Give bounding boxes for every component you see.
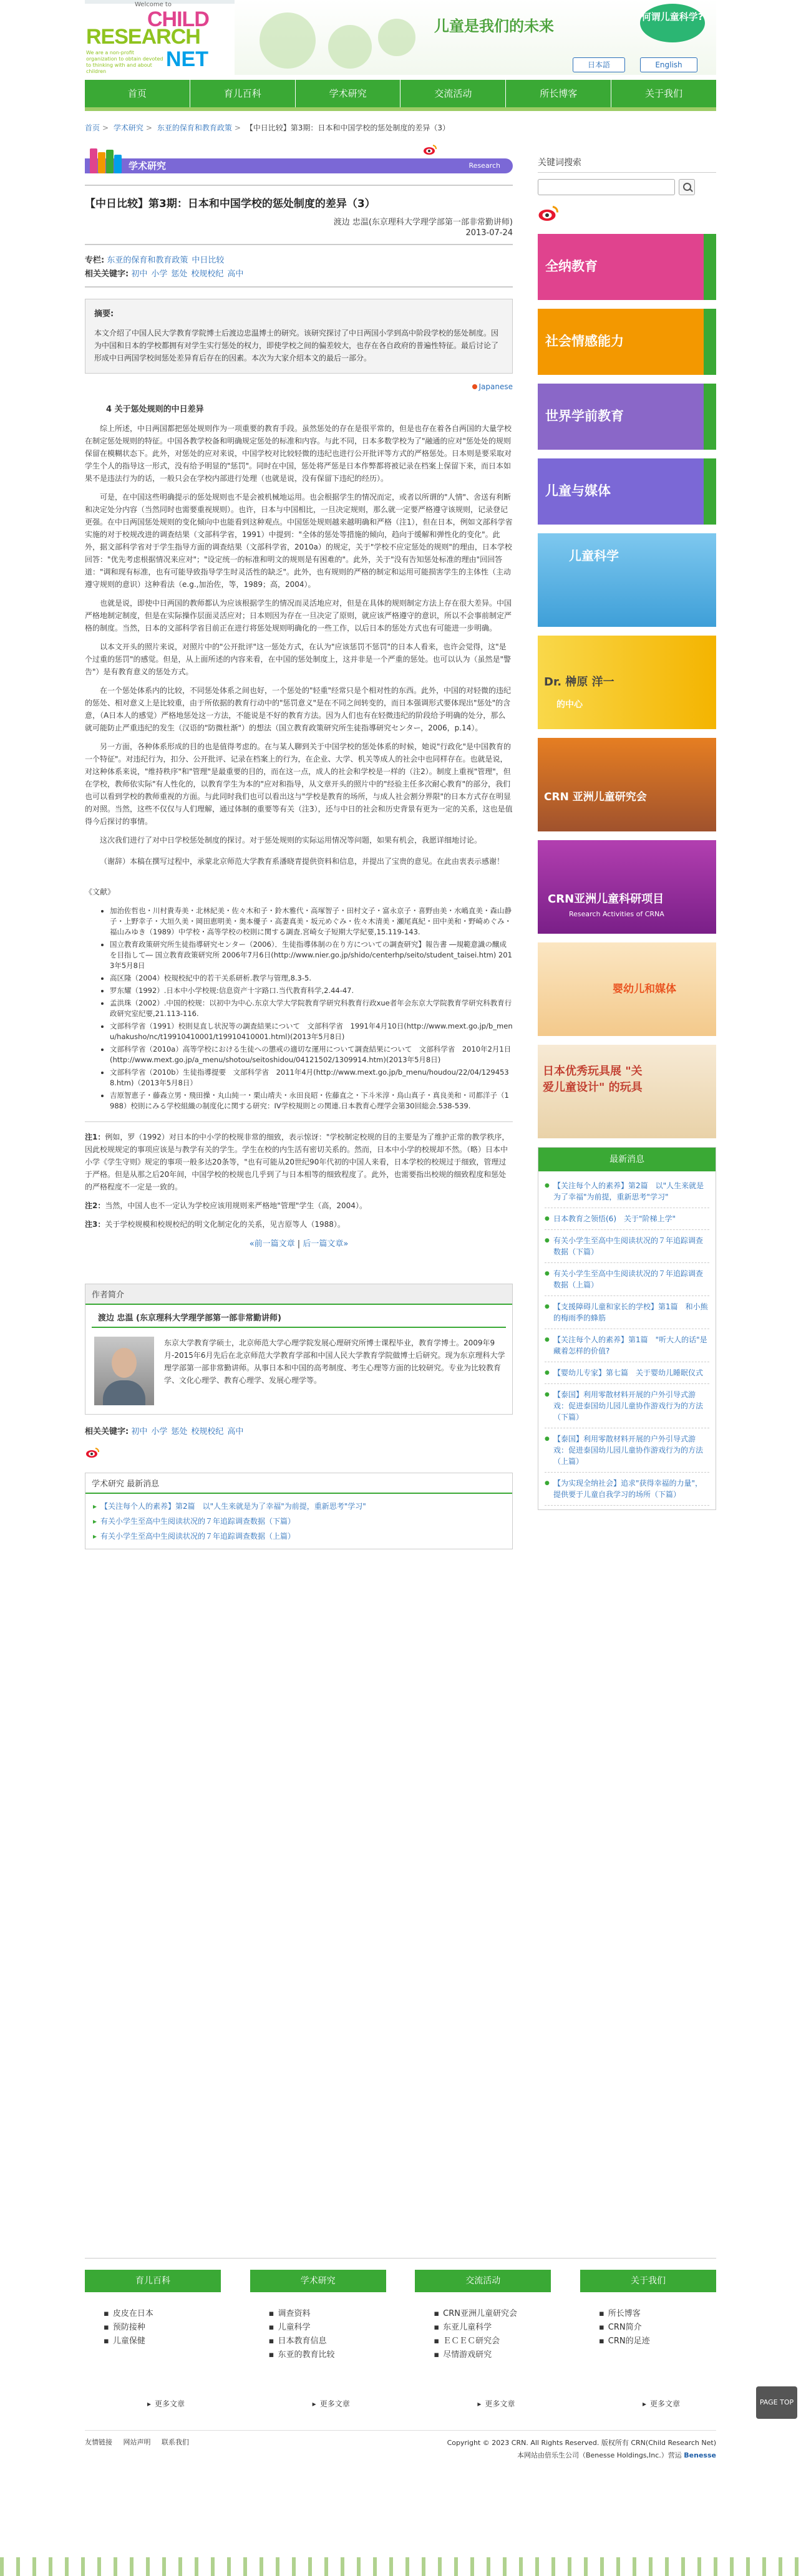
article-body <box>85 404 513 846</box>
what-is-child-science-bubble[interactable]: 何谓儿童科学? <box>640 4 705 42</box>
author-avatar <box>94 1337 154 1405</box>
banner-child-science[interactable] <box>538 533 716 627</box>
news-item[interactable]: ● 有关小学生至高中生阅读状况的７年追踪调查数据（上篇） <box>545 1263 709 1296</box>
footer-column-title[interactable]: 关于我们 <box>580 2270 716 2292</box>
friend-links[interactable]: 友情链接 <box>85 2438 112 2446</box>
category-label: 世界学前教育 <box>545 409 624 424</box>
category-world-preschool[interactable] <box>538 384 716 450</box>
reference-item: • 国立教育政策研究所生徒指導研究センター（2006）．生徒指導体制の在り方についての調査研究】報告書 ―規範意識の醸成を目指して― 国立教育政策研究所 2006年7月6日(http://www.nier.go.jp/shido/centerhp/seito/student_taisei.htm) 2013年5月8日 <box>110 939 513 971</box>
category-social-emotional[interactable] <box>538 309 716 375</box>
logo-welcome: Welcome to <box>135 1 172 8</box>
banner-label: 儿童科学 <box>569 548 619 563</box>
footnote <box>85 1131 513 1193</box>
keyword-label: 相关关键字: <box>85 269 129 279</box>
banner-slogan: 儿童是我们的未来 <box>434 17 554 35</box>
logo-net-text: NET <box>166 47 208 71</box>
search-button[interactable] <box>679 179 695 195</box>
abstract-title: 摘要: <box>94 309 114 319</box>
related-keywords <box>85 1425 513 1436</box>
author-box <box>85 1284 513 1415</box>
footer-link[interactable]: ▪ 东亚的教育比较 <box>269 2348 386 2362</box>
reference-item: • 高区隆（2004）校規校紀中的若干关系研析.教学与管理,8.3-5. <box>110 973 513 984</box>
footnote-text: 当然，中国人也不一定认为学校应该用规则来严格地"管理"学生（高，2004）。 <box>105 1201 367 1210</box>
footnote-label: 注1： <box>85 1133 105 1141</box>
footer-column-events <box>415 2270 551 2409</box>
body-paragraph: 可是，在中国这些明确提示的惩处规则也不是会被机械地运用。也会根据学生的情况而定，或者以所谓的"人情"、舍送有利断和决定处分内容（当然同时也需要重视规则）。也许，日本与中国相比，一旦决定规则，那么就一定要严格遵守该规则，记录登记更强。在中日两国惩处规则的变化倾向中也能看到这种观点。中国惩处规则越来越明确和严格（注1），但在日本，例如文部科学省实施的对于校规改进的调查结果（文部科学省，1991）中提到："全体的惩处等措施的倾向，趋向于缓解和弹性化的变化"。此外，据文部科学省对于学生指导方面的调查结果（文部科学省，2010a）的规定，关于"学校不应定惩处的规则"的理由，日本学校回答："优先考虑根据情况来应对"；"设定统一的标准和明文的规则是有困难的"。此外，关于"没有告知惩处标准的理由"回回答道："调和现有标准，也有可能导致指导学生时灵活性的缺乏"。此外，也有规则的严格的制定和运用可能损害学生的主体性（主动遵守规则的意识）这种看法（e.g.,加治佐，等，1989；高，2004）。 <box>85 493 513 589</box>
acknowledgement: （谢辞）本稿在撰写过程中，承蒙北京师范大学教育系潘晓青提供资料和信息，并提出了宝贵的意见。在此由衷表示感谢！ <box>100 857 505 866</box>
news-item[interactable]: ● 日本教育之领悟(6) 关于"阶梯上学" <box>545 1208 709 1230</box>
abstract-text: 本文介绍了中国人民大学教育学院博士后渡边忠温博士的研究。该研究探讨了中日两国小学到高中阶段学校的惩处制度。因为中国和日本的学校都拥有对学生实行惩处的权力，即使学校之间的偏差较大，也存在各自政府的普遍性特征。最后讨论了形成中日两国学校间惩处差异育后存在的因素。本次为大家介绍本文的最后一部分。 <box>94 329 499 362</box>
footnote-text: 例如，罗（1992）对日本的中小学的校规非常的细致，表示惊讶："学校制定校规的目的主要是为了维护正常的教学秩序，因此校规规定的事项应该是与教学有关的学生。学生在校的内生活有密切关系的。然而，日本中小学的校规却不然。（略）日本中小学《学生守则》规定的事项一般多达20条等，"也有可能从20世纪90年代初的中国人来看，日本学校的校规过于细致，管理过于严格。但是从那之后20年间，中国学校的校规也几乎到了与日本相等的细致程度了。此外，也需要指出校规的细致程度和惩处的严格程度不一定是一致的。 <box>85 1133 510 1191</box>
footer-column-research <box>250 2270 386 2409</box>
research-latest-box <box>85 1473 513 1549</box>
article-pagination: «前一篇文章 | 后一篇文章» <box>249 1239 349 1249</box>
copyright-text: Copyright © 2023 CRN. All Rights Reserved. 版权所有 CRN(Child Research Net) <box>447 2439 716 2447</box>
books-icon <box>90 148 124 173</box>
footer-link[interactable]: ▪ 儿童保健 <box>104 2335 221 2348</box>
body-paragraph: 另一方面，各种体系形成的目的也是值得考虑的。在与某人聊到关于中国学校的惩处体系的时候，她说"行政化"是中国教育的一个特征"。对违纪行为，扣分、公开批评、记录在档案上的行为，在企业、大学、机关等成人的社会中也同样存在。也就是说，对这种体系来说，"维持秩序"和"管理"是最重要的目的，而在这一点，成人的社会和学校是一样的（注2）。制度上重视"管理"，但在学校，教师依实际"有人性化的，以教育学生为本的"应对和指导，从文章开头的照片中的"经验主任多次耐心教育"的部分，我们也可以看到学校的教师重视的方面。与此同时我们也可以看出这与"学校是教育的场所，与成人社会割分界限"的日本方式存在明显的对照。当然，这些不仅仅与人们理解，通过体制的重要等有关（注3），还与中日的社会和历史背景有更为一定的关系，这也是值得今后探讨的事情。 <box>85 742 513 826</box>
article-date: 2013-07-24 <box>85 228 513 245</box>
article-author: 渡边 忠温(东京理科大学理学部第一部非常勤讲师) <box>333 218 513 227</box>
footer-column-about <box>580 2270 716 2409</box>
research-latest-title: 学术研究 最新消息 <box>85 1473 512 1494</box>
news-item[interactable]: ● 有关小学生至高中生阅读状况的７年追踪调查数据（下篇） <box>545 1230 709 1263</box>
reference-item: • 孟洪珠（2002）.中国的校规：以初中为中心.东京大学大学院教育学研究科教育行政xue者年会东京大学院教育学研究科教育行政研究室纪要,21.113-116. <box>110 998 513 1019</box>
topic-link[interactable]: 东亚的保育和教育政策 <box>107 256 188 265</box>
references-list <box>85 906 513 1111</box>
author-name: 渡边 忠温 (东京理科大学理学部第一部非常勤讲师) <box>92 1305 506 1328</box>
weibo-icon[interactable] <box>85 1446 101 1459</box>
topic-link[interactable]: 中日比较 <box>192 256 225 265</box>
banner-label: CRN 亚洲儿童研究会 <box>544 791 647 803</box>
nav-blog[interactable]: 所长博客 <box>506 80 611 107</box>
author-box-title: 作者简介 <box>85 1284 512 1305</box>
reference-item: • 文部科学省（2010b）生徒指導提要 文部科学省 2011年4月(http://www.mext.go.jp/b_menu/houdou/22/04/1294538.htm)（2013年5月8日） <box>110 1067 513 1088</box>
page-top-button[interactable]: PAGE TOP <box>756 2386 797 2419</box>
footer-bottom-links <box>85 2437 198 2462</box>
footnotes <box>85 1121 513 1231</box>
body-paragraph: 以本文开头的照片来说，对照片中的"公开批评"这一惩处方式，在认为"应该惩罚不惩罚"的日本人看来，也许会觉得，这"是个过重的惩罚"的感觉。但是，从上面所述的内容来看，在中国的惩处制度上，这并非是一个严重的惩处。也可以认为（虽然是"警告"）是有教育意义的惩处方式。 <box>85 642 512 676</box>
keyword-link[interactable]: 初中 <box>131 269 148 279</box>
reference-item: • 罗东耀（1992）.日本中小学校规:信息资产十字路口.当代教育科学,2.44-47. <box>110 985 513 996</box>
operator-text: 本网站由倍乐生公司（Benesse Holdings,Inc.）营运 <box>517 2451 682 2459</box>
topic-label: 专栏: <box>85 256 105 265</box>
author-bio: 东京大学教育学硕士，北京师范大学心理学院发展心理研究所博士课程毕业，教育学博士。2009年9月-2015年6月先后在北京师范大学教育学部和中国人民大学教育学院做博士后研究。现为东京理科大学理学部第一部非常勤讲师。从事日本和中国的高考制度、考生心理等方面的比较研究。专业为比较教育学、文化心理学、教育心理学、发展心理学等。 <box>164 1339 505 1385</box>
body-paragraph: 这次我们进行了对中日学校惩处制度的探讨。对于惩处规则的实际运用情况等问题，如果有机会，我愿详细地讨论。 <box>100 836 482 845</box>
footer-link[interactable]: ▪ 预防接种 <box>104 2321 221 2335</box>
article-title: 【中日比较】第3期：日本和中国学校的惩处制度的差异（3） <box>85 185 513 210</box>
body-paragraph: 综上所述，中日两国都把惩处规则作为一项重要的教育手段。虽然惩处的存在是很平常的，但是也存在着各自两国的大量学校在制定惩处规则的特征。中国各教学校备和明确规定惩处的标准和内容。与此不同，日本多数学校为了"融通的应对"惩处处的规则保留在模糊状态下。此外，对惩处的应对来说，中国学校对比较轻微的违纪也进行公开批评等方式的严格惩处。日本则是要采取对学生个人的指导这一形式，没有给予明显的"惩罚"。同时在中国，惩处将严惩是日本作弊都将被记录在档案上保留下来，而日本如果不是违法行为的话，一般只会在学校内部进行处理（也就是说，没有保留下违纪的经历）。 <box>85 424 512 483</box>
footnote <box>85 1218 513 1231</box>
footer-link[interactable]: ▪ 所长博客 <box>599 2307 716 2321</box>
footnote <box>85 1199 513 1212</box>
breadcrumb-current: 【中日比较】第3期：日本和中国学校的惩处制度的差异（3） <box>245 123 450 132</box>
category-label: 全纳教育 <box>545 259 598 274</box>
footer-grass-decoration <box>0 2557 801 2576</box>
footnote-text: 关于学校规模和校规校纪的明文化制定化的关系，见吉原等人（1988）。 <box>105 1220 345 1229</box>
keyword-link[interactable]: 小学 <box>151 269 168 279</box>
banner-crn-asia[interactable] <box>538 738 716 831</box>
copyright <box>447 2437 716 2462</box>
breadcrumb-topic[interactable]: 东亚的保育和教育政策 <box>157 123 232 132</box>
news-item[interactable]: ● 【关注每个人的素养】第2篇 以"人生来就是为了幸福"为前提，重新思考"学习" <box>545 1175 709 1208</box>
keyword-link[interactable]: 惩处 <box>171 1427 188 1436</box>
footer-link[interactable]: ▪ 儿童科学 <box>269 2321 386 2335</box>
banner-sublabel: Research Activities of CRNA <box>569 910 664 918</box>
nav-home[interactable]: 首页 <box>85 80 190 107</box>
contact-link[interactable]: 联系我们 <box>162 2438 189 2446</box>
banner-sublabel: 的中心 <box>556 700 583 710</box>
category-label: 社会情感能力 <box>545 334 624 349</box>
breadcrumb-home[interactable]: 首页 <box>85 123 100 132</box>
banner-crn-asia-project[interactable] <box>538 840 716 934</box>
section-title: 学术研究 <box>129 160 167 172</box>
article-meta <box>85 254 513 288</box>
site-footer <box>0 2258 801 2462</box>
footer-link[interactable]: ▪ 尽情游戏研究 <box>434 2348 551 2362</box>
sidebar <box>538 156 716 1510</box>
references-title: 《文献》 <box>85 888 115 896</box>
keyword-link[interactable]: 高中 <box>227 269 244 279</box>
keyword-link[interactable]: 校规校纪 <box>191 269 224 279</box>
news-item[interactable]: ● 【为实现全纳社会】追求"获得幸福的力量"，提供要于儿童自我学习的场所（下篇） <box>545 1473 709 1506</box>
nav-events[interactable]: 交流活动 <box>400 80 506 107</box>
abstract-box <box>85 299 513 374</box>
category-label: 儿童与媒体 <box>545 483 611 498</box>
content-area <box>85 0 716 2576</box>
logo-tagline: We are a non-profit organization to obtain devoted to thinking with and about children <box>86 50 163 74</box>
footer-column-title[interactable]: 育儿百科 <box>85 2270 221 2292</box>
news-item[interactable]: ● 【泰国】利用零散材料开展的户外引导式游戏：促进泰国幼儿园儿童协作游戏行为的方法（下篇） <box>545 1384 709 1428</box>
related-keyword-label: 相关关键字: <box>85 1427 129 1436</box>
footer-column-title[interactable]: 学术研究 <box>250 2270 386 2292</box>
footer-column-parenting <box>85 2270 221 2409</box>
news-item[interactable]: ● 【泰国】利用零散材料开展的户外引导式游戏：促进泰国幼儿园儿童协作游戏行为的方法（上篇） <box>545 1428 709 1473</box>
footer-link[interactable]: ▪ CRN简介 <box>599 2321 716 2335</box>
banner-label: Dr. 榊原 洋一 <box>544 675 614 689</box>
footer-column-title[interactable]: 交流活动 <box>415 2270 551 2292</box>
footer-more-link[interactable]: ▸ 更多文章 <box>313 2398 386 2409</box>
footer-link[interactable]: ▪ CRN亚洲儿童研究会 <box>434 2307 551 2321</box>
footer-more-link[interactable]: ▸ 更多文章 <box>477 2398 551 2409</box>
article-column <box>85 143 513 1549</box>
banner-label: CRN亚洲儿童科研项目 <box>548 893 664 906</box>
section-title-en: Research <box>468 162 500 170</box>
prev-article-link[interactable]: «前一篇文章 <box>249 1239 295 1249</box>
keyword-link[interactable]: 小学 <box>151 1427 168 1436</box>
section-bar <box>85 158 513 173</box>
latest-article-link[interactable]: 有关小学生至高中生阅读状况的７年追踪调查数据（上篇） <box>100 1532 296 1541</box>
banner-dr-sakakihara[interactable] <box>538 636 716 729</box>
weibo-icon[interactable] <box>538 204 560 223</box>
japanese-version-link[interactable]: Japanese <box>85 382 513 391</box>
reference-item: • 文部科学省（1991）校則見直し状況等の調査結果について 文部科学省 1991年4月10日(http://www.mext.go.jp/b_menu/hakusho/nc/t19910410001/t19910410001.html)(2013年5月8日) <box>110 1021 513 1042</box>
reference-item: • 文部科学省（2010a）高等学校における生徒への懲戒の適切な運用について調査結果について 文部科学省 2010年2月1日(http://www.mext.go.jp/a_menu/shotou/seitoshidou/04121502/1309914.htm)(2013年5月8日) <box>110 1044 513 1065</box>
footer-link[interactable]: ▪ 皮皮在日本 <box>104 2307 221 2321</box>
latest-news-title: 最新消息 <box>538 1148 716 1171</box>
footnote-label: 注3： <box>85 1220 105 1229</box>
body-paragraph: 在一个惩处体系内的比较，不同惩处体系之间也好，一个惩处的"轻重"经常只是个相对性的东西。此外，中国的对轻微的违纪的惩处、相对意义上是比较重，由于所依据的教育行动中的"惩罚意义"是在不同之间转变的，而日本强调形式要体现出"惩处"的含意，（A日本人的感觉）严格地惩处这一方法，不能说是不好的教育方法。因为人们也有在轻微违纪的阶段给予明确的处分，那么就可能防止严重违纪的发生（汉语的"防微杜渐"）的想法（国立教育政策研究所生徒指導研究センター，2006，p.14）。 <box>85 686 512 732</box>
reference-item: • 加治佐哲也・川村貴寿美・北林紀美・佐々木和子・鈴木雅代・高塚智子・田村文子・富永京子・喜野由美・水嶋直美・森山静子・上野幸子・大垣久美・岡田恵明美・奥本優子・高妻真美・坂元めぐみ・佐々木清美・瀬尾真紀・田中美和・野崎めぐみ・福山みゆき（1989）中学校・高等学校の校則に関する調査.宮崎女子短期大学紀要,15.119-143. <box>110 906 513 937</box>
banner-label: 日本优秀玩具展 "关爱儿童设计" 的玩具 <box>543 1065 643 1094</box>
search-input[interactable] <box>538 179 675 195</box>
breadcrumb-research[interactable]: 学术研究 <box>113 123 143 132</box>
banner-infants-media[interactable] <box>538 942 716 1036</box>
benesse-logo: Benesse <box>684 2451 716 2459</box>
footer-link[interactable]: ▪ 东亚儿童科学 <box>434 2321 551 2335</box>
weibo-icon[interactable] <box>423 143 438 156</box>
keyword-search-title: 关键词搜索 <box>538 156 716 173</box>
logo-research-text: RESEARCH <box>86 25 200 49</box>
banner-label: 婴幼儿和媒体 <box>613 983 676 995</box>
next-article-link[interactable]: 后一篇文章» <box>303 1239 349 1249</box>
body-paragraph: 也就是说，即使中日两国的教师都认为应该根据学生的情况而灵活地应对，但是在具体的规则制定方法上存在很大差异。中国严格地制定制度，但是在实际操作层面灵活应对；日本则因为存在一旦决定了原则，就应该严格遵守的意识，所以不会事前制定严格的制度。当然，日本的文部科学省目前正在进行将惩处规则明确化的一些工作，以后日本的惩处方式也有可能进一步明确。 <box>85 599 512 632</box>
footer-more-link[interactable]: ▸ 更多文章 <box>147 2398 221 2409</box>
keyword-link[interactable]: 初中 <box>131 1427 148 1436</box>
reference-item: • 吉原智恵子・藤森立男・飛田操・丸山純一・栗山靖夫・永田良昭・佐藤直之・下斗米淳・鳥山真子・真良美和・司都洋子（1988）校則にみる学校組織の制度化に関する研究：IV学校規則との関連.日本教育心理学会第30回総会.538-539. <box>110 1090 513 1111</box>
latest-article-link[interactable]: 有关小学生至高中生阅读状况的７年追踪调查数据（下篇） <box>100 1517 296 1526</box>
nav-about[interactable]: 关于我们 <box>645 88 683 99</box>
section-heading: 4 关于惩处规则的中日差异 <box>106 405 204 414</box>
footer-link[interactable]: ▪ 日本教育信息 <box>269 2335 386 2348</box>
footer-link[interactable]: ▪ 调查资料 <box>269 2307 386 2321</box>
footnote-label: 注2： <box>85 1201 105 1210</box>
footer-link[interactable]: ▪ ＥＣＥＣ研究会 <box>434 2335 551 2348</box>
site-statement-link[interactable]: 网站声明 <box>123 2438 151 2446</box>
latest-article-link[interactable]: 【关注每个人的素养】第2篇 以"人生来就是为了幸福"为前提，重新思考"学习" <box>100 1502 366 1511</box>
logo-child-text: CHILD <box>147 7 209 31</box>
section-header <box>85 143 513 176</box>
keyword-link[interactable]: 惩处 <box>171 269 188 279</box>
footer-link[interactable]: ▪ CRN的足迹 <box>599 2335 716 2348</box>
nav-parenting[interactable]: 育儿百科 <box>190 80 296 107</box>
english-button[interactable]: English <box>640 57 697 72</box>
footer-more-link[interactable]: ▸ 更多文章 <box>643 2398 716 2409</box>
category-inclusive-education[interactable] <box>538 234 716 300</box>
keyword-link[interactable]: 校规校纪 <box>191 1427 224 1436</box>
japanese-button[interactable]: 日本語 <box>573 57 625 72</box>
nav-research[interactable]: 学术研究 <box>296 80 401 107</box>
category-children-media[interactable] <box>538 458 716 525</box>
keyword-link[interactable]: 高中 <box>227 1427 244 1436</box>
banner-toy-award[interactable] <box>538 1045 716 1138</box>
news-item[interactable]: ● 【婴幼儿专家】第七篇 关于婴幼儿睡眠仪式 <box>545 1362 709 1384</box>
breadcrumb: 首页 > 学术研究 > 东亚的保育和教育政策 > 【中日比较】第3期：日本和中国学校的惩处制度的差异（3） <box>85 123 450 132</box>
news-item[interactable]: ● 【支援障碍儿童和家长的学校】第1篇 和小熊的梅雨季的蜂筋 <box>545 1296 709 1329</box>
news-item[interactable]: ● 【关注每个人的素养】第1篇 "听大人的话"是藏着怎样的价值? <box>545 1329 709 1362</box>
latest-news-box <box>538 1147 716 1510</box>
